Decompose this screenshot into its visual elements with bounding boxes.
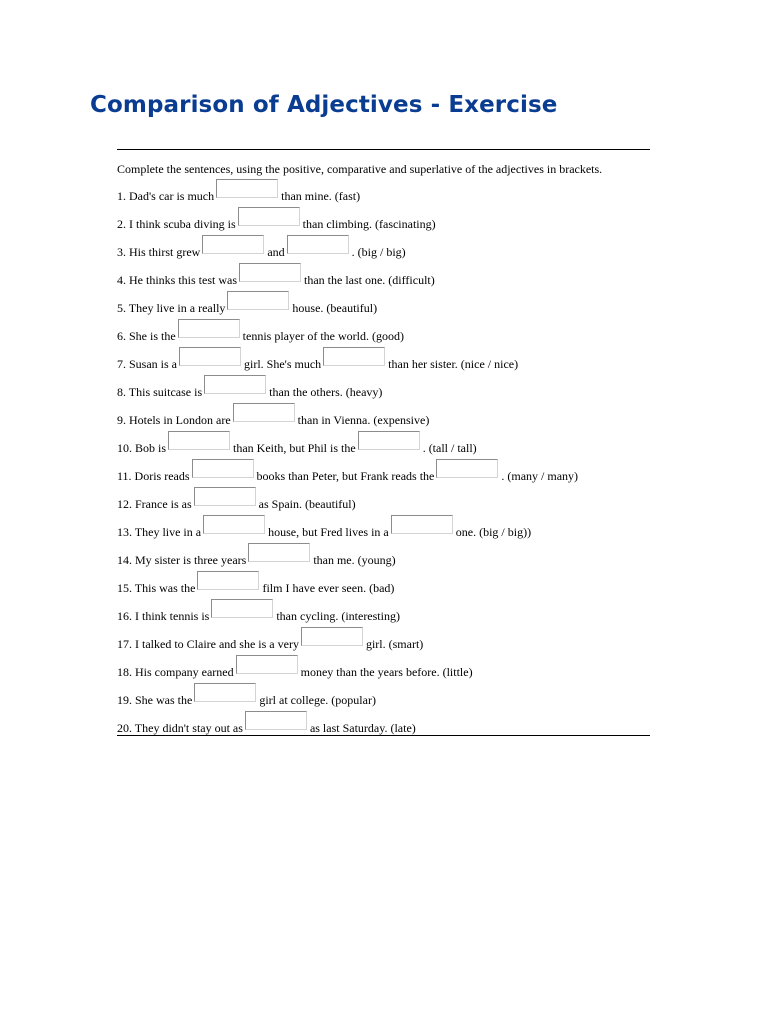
answer-input[interactable] [248,543,310,562]
answer-input[interactable] [436,459,498,478]
sentence-text: 14. My sister is three years [117,553,247,567]
exercise-item [117,176,650,204]
sentence-text: than mine. (fast) [281,189,361,203]
sentence-text: than in Vienna. (expensive) [297,413,430,427]
sentence-text: one. (big / big)) [455,525,532,539]
exercise-item [117,568,650,596]
sentence-text: 11. Doris reads [117,469,190,483]
answer-input[interactable] [245,711,307,730]
sentence-text: 19. She was the [117,693,193,707]
exercise-list [117,176,650,736]
answer-input[interactable] [204,375,266,394]
answer-input[interactable] [227,291,289,310]
exercise-item [117,624,650,652]
page-title: Comparison of Adjectives - Exercise [90,92,558,118]
sentence-text: 20. They didn't stay out as [117,721,243,735]
exercise-item [117,428,650,456]
exercise-item [117,288,650,316]
answer-input[interactable] [168,431,230,450]
instructions: Complete the sentences, using the positive, comparative and superlative of the adjectives in brackets. [117,162,603,176]
sentence-text: money than the years before. (little) [300,665,473,679]
sentence-text: as last Saturday. (late) [309,721,416,735]
answer-input[interactable] [203,515,265,534]
sentence-text: books than Peter, but Frank reads the [256,469,435,483]
sentence-text: 7. Susan is a [117,357,177,371]
answer-input[interactable] [194,683,256,702]
sentence-text: 10. Bob is [117,441,167,455]
exercise-item [117,540,650,568]
exercise-item [117,512,650,540]
answer-input[interactable] [202,235,264,254]
exercise-item [117,680,650,708]
exercise-item [117,400,650,428]
answer-input[interactable] [238,207,300,226]
sentence-text: as Spain. (beautiful) [258,497,356,511]
sentence-text: 12. France is as [117,497,192,511]
sentence-text: film I have ever seen. (bad) [262,581,395,595]
sentence-text: house, but Fred lives in a [268,525,389,539]
sentence-text: house. (beautiful) [292,301,378,315]
answer-input[interactable] [192,459,254,478]
exercise-item [117,232,650,260]
answer-input[interactable] [358,431,420,450]
answer-input[interactable] [391,515,453,534]
exercise-item [117,484,650,512]
sentence-text: and [267,245,285,259]
sentence-text: 18. His company earned [117,665,234,679]
sentence-text: girl. She's much [244,357,322,371]
exercise-item [117,204,650,232]
sentence-text: girl at college. (popular) [259,693,376,707]
sentence-text: girl. (smart) [365,637,424,651]
answer-input[interactable] [287,235,349,254]
answer-input[interactable] [236,655,298,674]
exercise-item [117,316,650,344]
sentence-text: 1. Dad's car is much [117,189,215,203]
answer-input[interactable] [178,319,240,338]
answer-input[interactable] [211,599,273,618]
sentence-text: than her sister. (nice / nice) [388,357,519,371]
sentence-text: 2. I think scuba diving is [117,217,236,231]
sentence-text: 16. I think tennis is [117,609,210,623]
bottom-divider [117,735,650,736]
sentence-text: 9. Hotels in London are [117,413,231,427]
exercise-item [117,260,650,288]
answer-input[interactable] [197,571,259,590]
answer-input[interactable] [239,263,301,282]
answer-input[interactable] [216,179,278,198]
answer-input[interactable] [301,627,363,646]
sentence-text: tennis player of the world. (good) [242,329,404,343]
sentence-text: 3. His thirst grew [117,245,201,259]
exercise-item [117,596,650,624]
sentence-text: . (tall / tall) [422,441,477,455]
exercise-item [117,708,650,736]
answer-input[interactable] [194,487,256,506]
sentence-text: 8. This suitcase is [117,385,203,399]
sentence-text: than Keith, but Phil is the [233,441,356,455]
sentence-text: than cycling. (interesting) [276,609,400,623]
exercise-item [117,652,650,680]
exercise-item [117,344,650,372]
answer-input[interactable] [179,347,241,366]
exercise-item [117,456,650,484]
sentence-text: than me. (young) [313,553,396,567]
sentence-text: than climbing. (fascinating) [302,217,436,231]
answer-input[interactable] [233,403,295,422]
sentence-text: 15. This was the [117,581,196,595]
sentence-text: 13. They live in a [117,525,202,539]
sentence-text: 6. She is the [117,329,176,343]
sentence-text: than the last one. (difficult) [304,273,435,287]
top-divider [117,149,650,150]
sentence-text: 4. He thinks this test was [117,273,237,287]
sentence-text: 17. I talked to Claire and she is a very [117,637,299,651]
answer-input[interactable] [323,347,385,366]
sentence-text: . (many / many) [501,469,579,483]
sentence-text: than the others. (heavy) [269,385,383,399]
sentence-text: . (big / big) [351,245,406,259]
sentence-text: 5. They live in a really [117,301,226,315]
exercise-item [117,372,650,400]
